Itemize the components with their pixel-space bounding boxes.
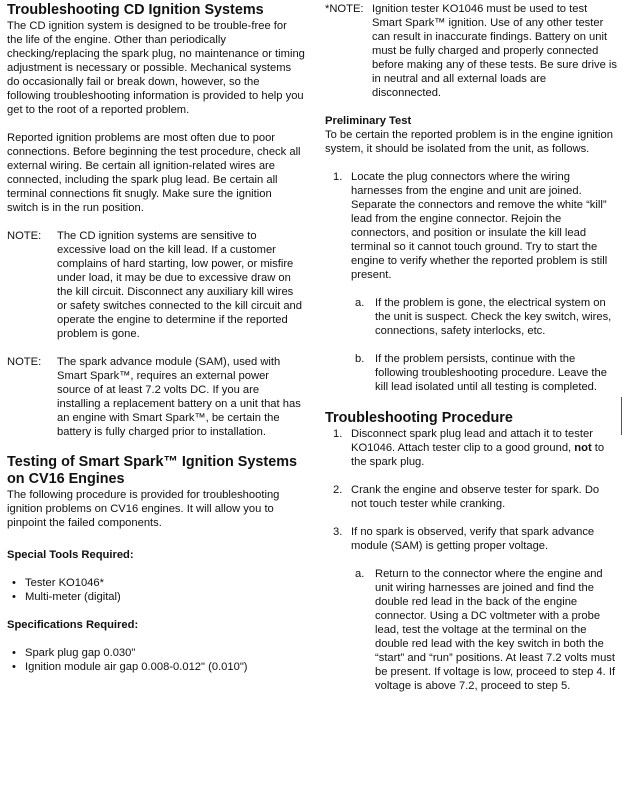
left-column <box>7 0 305 674</box>
right-column <box>325 0 617 693</box>
note-text: The CD ignition systems are sensitive to excessive load on the kill lead. If a customer complains of hard starting, low power, or misfire under load, it may be due to excessive draw on the kill circuit. Disconnect any auxiliary kill wires or safety switches connected to the kill circuit and operate the engine to determine if the reported problem is gone. <box>57 230 302 340</box>
note-text: Ignition tester KO1046 must be used to test Smart Spark™ ignition. Use of any other tester can result in inaccurate findings. Battery on unit must be fully charged and properly connected before making any of these tests. Be sure drive is in neutral and all external loads are disconnected. <box>372 3 618 99</box>
prelim-step-1b: b. If the problem persists, continue with the following troubleshooting procedure. Leave the kill lead isolated until all testing is completed. <box>355 353 607 393</box>
list-item: • Multi-meter (digital) <box>7 590 305 604</box>
cd-intro-paragraph: The CD ignition system is designed to be trouble-free for the life of the engine. Other than periodically checking/replacing the spark plug, no maintenance or timing adjustment is necessary or possible. Mechanical systems do occasionally fail or break down, however, so the following troubleshooting information is provided to help you get to the root of a reported problem. <box>7 20 305 116</box>
note-sam <box>7 355 305 439</box>
note-label: *NOTE: <box>325 3 364 15</box>
tools-heading: Special Tools Required: <box>7 549 134 561</box>
procedure-step-2: 2. Crank the engine and observe tester for spark. Do not touch tester while cranking. <box>333 484 600 510</box>
procedure-step-1: 1. Disconnect spark plug lead and attach it to tester KO1046. Attach tester clip to a good ground, not to the spark plug. <box>333 428 605 468</box>
preliminary-test-heading: Preliminary Test <box>325 115 412 127</box>
margin-rule <box>621 397 622 435</box>
smart-spark-heading-line2: on CV16 Engines <box>7 471 125 487</box>
list-item: • Tester KO1046* <box>7 576 305 590</box>
bullet-icon: • <box>12 577 16 589</box>
cd-ignition-heading: Troubleshooting CD Ignition Systems <box>7 2 264 18</box>
smart-spark-heading-line1: Testing of Smart Spark™ Ignition Systems <box>7 454 297 470</box>
prelim-step-1a: a. If the problem is gone, the electrical system on the unit is suspect. Check the key switch, wires, connections, safety interlocks, etc. <box>355 297 612 337</box>
bullet-icon: • <box>12 661 16 673</box>
poor-connections-paragraph: Reported ignition problems are most often due to poor connections. Before beginning the test procedure, check all external wiring. Be certain all ignition-related wires are connected, including the spark plug lead. Be certain all terminal connections fit snugly. Make sure the ignition switch is in the run position. <box>7 132 301 214</box>
note-text: The spark advance module (SAM), used with Smart Spark™, requires an external power source of at least 7.2 volts DC. If you are installing a replacement battery on a unit that has an engine with Smart Spark™, be certain the battery is fully charged prior to installation. <box>57 356 301 438</box>
smart-spark-heading <box>7 454 305 488</box>
preliminary-test-text: To be certain the reported problem is in the engine ignition system, it should be isolated from the unit, as follows. <box>325 129 613 155</box>
bullet-icon: • <box>12 647 16 659</box>
specs-list <box>7 646 305 674</box>
tools-list <box>7 576 305 604</box>
note-label: NOTE: <box>7 356 42 368</box>
bullet-icon: • <box>12 591 16 603</box>
specs-heading: Specifications Required: <box>7 619 139 631</box>
procedure-step-3a: a. Return to the connector where the engine and unit wiring harnesses are joined and find the double red lead in the back of the engine connector. Using a DC voltmeter with a probe lead, test the voltage at the terminal on the double red lead with the key switch in both the “start” and “run” positions. At least 7.2 volts must be present. If voltage is low, proceed to step 4. If voltage is above 7.2, proceed to step 5. <box>355 568 616 692</box>
tester-note <box>325 2 617 100</box>
note-kill-lead <box>7 229 305 341</box>
list-item: • Ignition module air gap 0.008-0.012" (0.010") <box>7 660 305 674</box>
procedure-step-3: 3. If no spark is observed, verify that spark advance module (SAM) is getting proper voltage. <box>333 526 595 552</box>
troubleshooting-procedure-heading: Troubleshooting Procedure <box>325 410 513 426</box>
prelim-step-1: 1. Locate the plug connectors where the wiring harnesses from the engine and unit are joined. Separate the connectors and remove the white “kill” lead from the engine connector. Rejoin the connectors, and position or insulate the kill lead terminal so it cannot touch ground. Try to start the engine to verify whether the reported problem is still present. <box>333 171 608 281</box>
note-label: NOTE: <box>7 230 42 242</box>
list-item: • Spark plug gap 0.030" <box>7 646 305 660</box>
smart-spark-intro: The following procedure is provided for troubleshooting ignition problems on CV16 engines. It will allow you to pinpoint the failed components. <box>7 489 280 529</box>
